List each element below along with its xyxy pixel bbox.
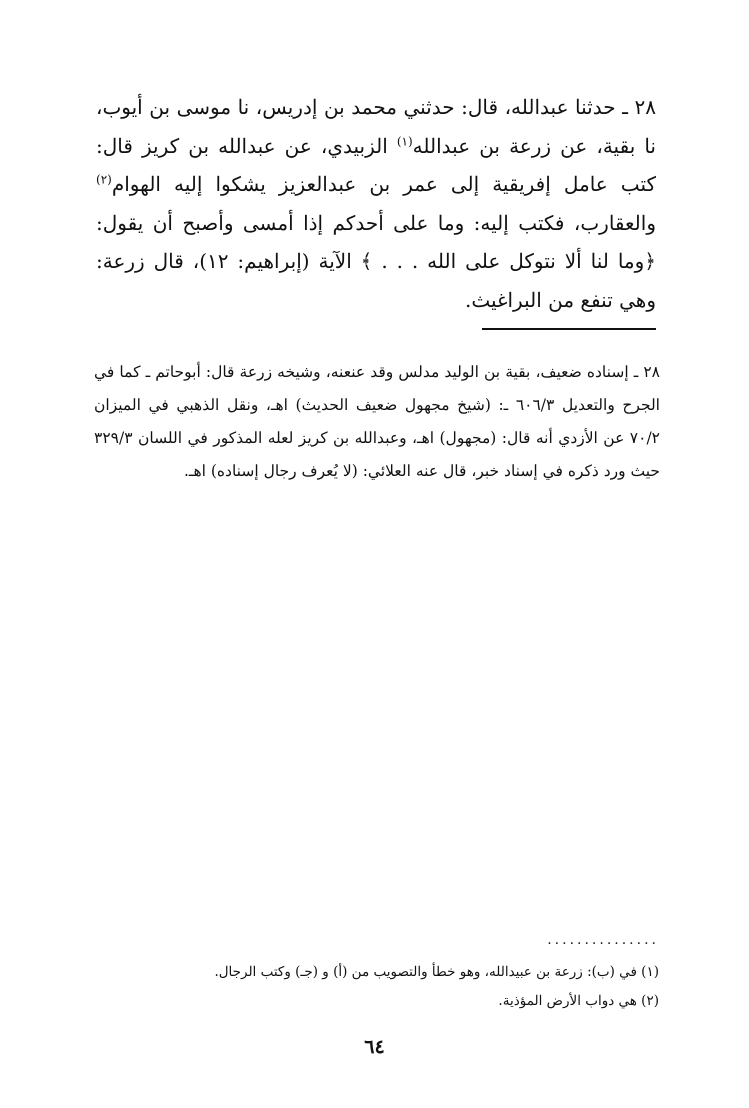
footnote-separator: ............... (547, 932, 659, 948)
footnote-2: (٢) هي دواب الأرض المؤذية. (498, 993, 659, 1009)
hadith-number: ٢٨ ـ (622, 95, 656, 119)
footnote-marker-2: (٢) (96, 172, 112, 187)
hadith-text (96, 88, 656, 319)
section-divider (482, 328, 656, 330)
hadith-text-part-1: حدثنا عبدالله، قال: حدثني محمد بن إدريس، نا موسى بن أيوب، نا بقية، عن زرعة بن عبدالله (96, 95, 656, 158)
hadith-paragraph (96, 88, 656, 319)
page-number: ٦٤ (364, 1036, 385, 1058)
commentary-block (94, 356, 660, 488)
hadith-text-part-3: والعقارب، فكتب إليه: وما على أحدكم إذا أمسى وأصبح أن يقول: ﴿وما لنا ألا نتوكل على الله . . . ﴾ الآية (إبراهيم: ١٢)، قال زرعة: وهي تنفع من البراغيث. (96, 210, 657, 312)
footnote-marker-1: (١) (396, 133, 413, 148)
hadith-text-part-2: الزبيدي، عن عبدالله بن كريز قال: كتب عامل إفريقية إلى عمر بن عبدالعزيز يشكوا إليه الهوام (96, 133, 656, 196)
footnote-1: (١) في (ب): زرعة بن عبيدالله، وهو خطأ والتصويب من (أ) و (جـ) وكتب الرجال. (214, 964, 659, 980)
footnotes-block (89, 958, 659, 1016)
commentary-text: ٢٨ ـ إسناده ضعيف، بقية بن الوليد مدلس وقد عنعنه، وشيخه زرعة قال: أبوحاتم ـ كما في الجرح والتعديل ٦٠٦/٣ ـ: (شيخ مجهول ضعيف الحديث) اهـ، ونقل الذهبي في الميزان ٧٠/٢ عن الأزدي أنه قال: (مجهول) اهـ، وعبدالله بن كريز لعله المذكور في اللسان ٣٢٩/٣ حيث ورد ذكره في إسناد خبر، قال عنه العلائي: (لا يُعرف رجال إسناده) اهـ. (94, 363, 660, 480)
